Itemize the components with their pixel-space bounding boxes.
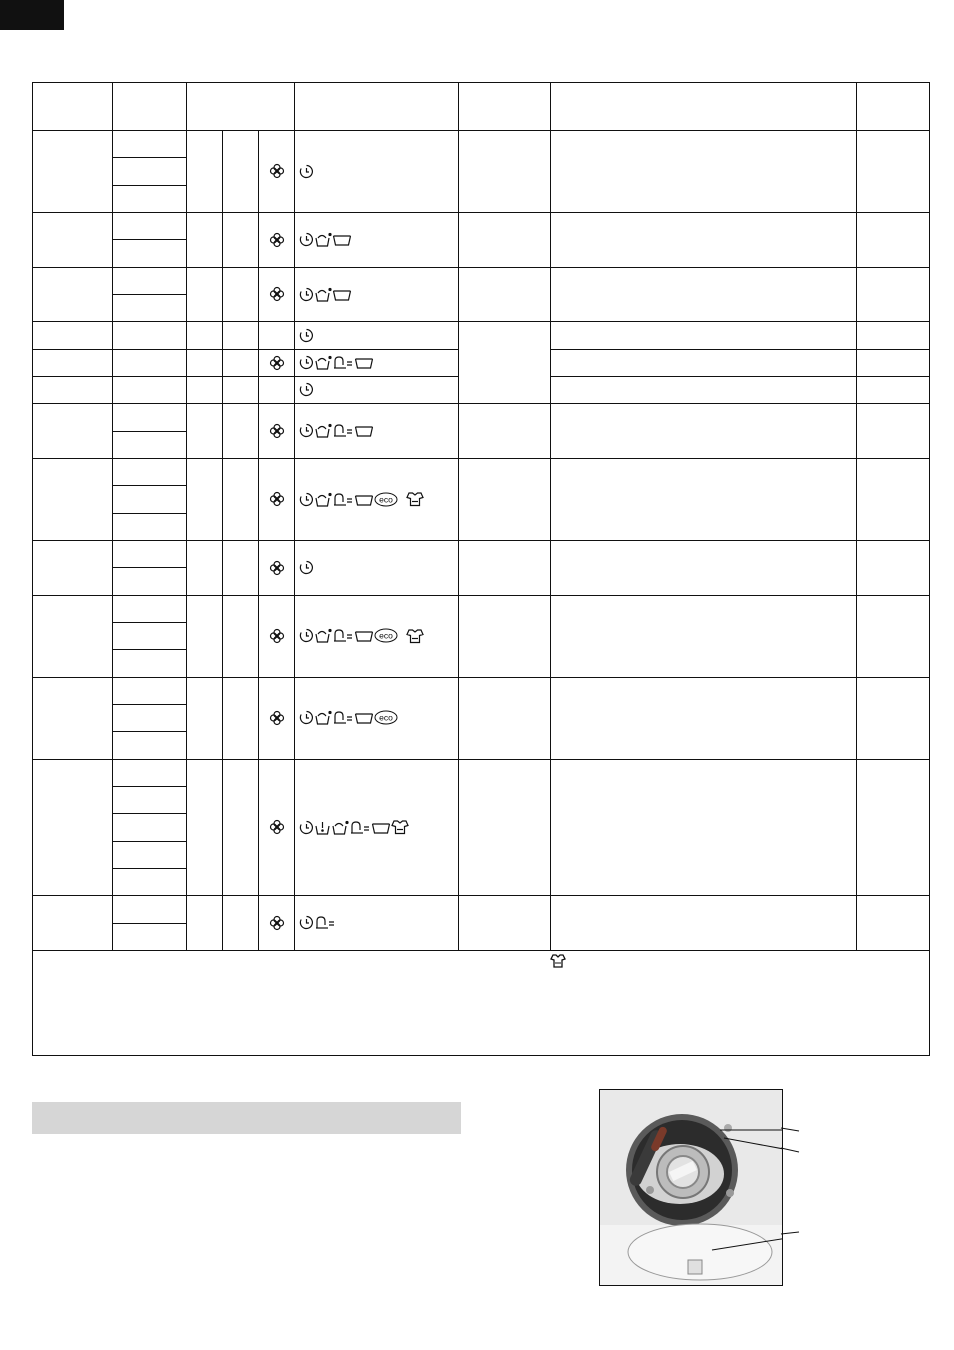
option-symbols-cell [295,322,459,349]
timer-icon [299,710,314,725]
softener-cell [259,349,295,376]
fan-icon [269,355,285,371]
detergent-prewash-cell [223,267,259,322]
tub-icon [332,232,352,247]
rinse-hold-icon [332,423,354,438]
timer-icon [299,915,314,930]
header-cell-description [551,83,857,131]
fan-icon [269,423,285,439]
table-row [33,404,930,431]
temperature-cell [113,923,187,950]
max-load-cell [459,212,551,267]
max-load-cell [459,896,551,951]
program-name-cell [33,267,113,322]
softener-cell [259,896,295,951]
table-row [33,759,930,786]
softener-cell [259,322,295,349]
temperature-cell [113,376,187,403]
temperature-cell [113,294,187,321]
description-cell [551,376,857,403]
duration-cell [857,131,930,213]
temperature-cell [113,404,187,431]
max-load-cell [459,677,551,759]
description-cell [551,131,857,213]
table-row [33,595,930,622]
detergent-prewash-cell [223,458,259,540]
table-row [33,267,930,294]
max-load-cell [459,458,551,540]
timer-icon [299,382,314,397]
description-cell [551,759,857,896]
detergent-prewash-cell [223,322,259,349]
max-load-cell [459,267,551,322]
detergent-prewash-cell [223,212,259,267]
detergent-prewash-cell [223,376,259,403]
temperature-cell [113,458,187,485]
detergent-main-cell [187,376,223,403]
temperature-cell [113,185,187,212]
program-name-cell [33,677,113,759]
eco-icon [374,492,398,507]
duration-cell [857,376,930,403]
detergent-main-cell [187,267,223,322]
option-symbols-cell [295,212,459,267]
detergent-main-cell [187,131,223,213]
detergent-prewash-cell [223,349,259,376]
temperature-cell [113,349,187,376]
detergent-main-cell [187,458,223,540]
detergent-main-cell [187,896,223,951]
fan-icon [269,491,285,507]
prewash-tub-icon [314,287,332,302]
description-cell [551,212,857,267]
description-cell [551,267,857,322]
option-symbols-cell [295,267,459,322]
table-row [33,458,930,485]
description-cell [551,595,857,677]
detergent-main-cell [187,404,223,459]
fan-icon [269,232,285,248]
detergent-main-cell [187,759,223,896]
timer-icon [299,232,314,247]
max-load-cell [459,322,551,404]
option-symbols-cell [295,131,459,213]
svg-text:eco: eco [379,712,393,723]
program-name-cell [33,404,113,459]
temperature-cell [113,677,187,704]
timer-icon [299,423,314,438]
eco-icon [374,710,398,725]
description-cell [551,349,857,376]
program-name-cell [33,212,113,267]
detergent-main-cell [187,595,223,677]
description-cell [551,404,857,459]
tub-icon [332,287,352,302]
softener-cell [259,376,295,403]
header-cell-load [459,83,551,131]
program-name-cell [33,376,113,403]
detergent-main-cell [187,677,223,759]
temperature-cell [113,704,187,731]
temperature-cell [113,896,187,923]
header-cell-temperature [113,83,187,131]
duration-cell [857,322,930,349]
softener-cell [259,267,295,322]
duration-cell [857,404,930,459]
shirt-icon [406,491,424,507]
temperature-cell [113,759,187,786]
program-name-cell [33,540,113,595]
softener-cell [259,131,295,213]
tub-icon [354,710,374,725]
temperature-cell [113,568,187,595]
tub-icon [354,628,374,643]
fan-icon [269,710,285,726]
table-footer-row [33,951,930,1056]
timer-icon [299,492,314,507]
option-symbols-cell [295,376,459,403]
header-cell-options [295,83,459,131]
description-cell [551,458,857,540]
table-row [33,322,930,349]
timer-icon [299,164,314,179]
table-row [33,896,930,923]
duration-cell [857,540,930,595]
softener-cell [259,404,295,459]
prewash-tub-icon [314,355,332,370]
option-symbols-cell [295,404,459,459]
description-cell [551,896,857,951]
temperature-cell [113,486,187,513]
header-cell-duration [857,83,930,131]
temperature-cell [113,267,187,294]
option-symbols-cell [295,677,459,759]
temperature-cell [113,240,187,267]
temperature-cell [113,595,187,622]
prewash-tub-icon [314,628,332,643]
detergent-main-cell [187,322,223,349]
table-body [33,131,930,951]
temperature-cell [113,540,187,567]
program-name-cell [33,759,113,896]
table-row [33,212,930,239]
rinse-hold-icon [314,915,336,930]
softener-cell [259,759,295,896]
section-heading-bar [32,1102,461,1134]
prewash-tub-icon [314,710,332,725]
prewash-tub-icon [314,232,332,247]
softener-cell [259,540,295,595]
footnote-shirt-icon [550,953,566,974]
duration-cell [857,267,930,322]
max-load-cell [459,404,551,459]
fan-icon [269,819,285,835]
shirt-icon [406,628,424,644]
timer-icon [299,287,314,302]
max-load-cell [459,759,551,896]
table-row [33,131,930,158]
prewash-tub-icon [314,423,332,438]
shirt-icon [391,819,409,835]
program-name-cell [33,322,113,349]
duration-cell [857,677,930,759]
duration-cell [857,212,930,267]
option-symbols-cell [295,349,459,376]
option-symbols-cell [295,896,459,951]
table-row [33,540,930,567]
fan-icon [269,163,285,179]
description-cell [551,322,857,349]
timer-icon [299,820,314,835]
rinse-hold-icon [332,492,354,507]
duration-cell [857,349,930,376]
table-row [33,677,930,704]
stain-tub-icon [314,820,331,835]
temperature-cell [113,814,187,841]
rinse-hold-icon [332,355,354,370]
page-corner-tab [0,0,64,30]
softener-cell [259,458,295,540]
tub-icon [354,423,374,438]
program-name-cell [33,595,113,677]
prewash-tub-icon [331,820,349,835]
program-name-cell [33,896,113,951]
detergent-prewash-cell [223,677,259,759]
prewash-tub-icon [314,492,332,507]
fan-icon [269,560,285,576]
tub-icon [354,355,374,370]
detergent-main-cell [187,540,223,595]
temperature-cell [113,131,187,158]
temperature-cell [113,431,187,458]
tub-icon [354,492,374,507]
temperature-cell [113,868,187,895]
rinse-hold-icon [332,628,354,643]
tub-icon [371,820,391,835]
duration-cell [857,759,930,896]
temperature-cell [113,841,187,868]
photo-callout-lines [700,1120,810,1260]
detergent-prewash-cell [223,896,259,951]
description-cell [551,677,857,759]
max-load-cell [459,131,551,213]
duration-cell [857,595,930,677]
temperature-cell [113,786,187,813]
detergent-prewash-cell [223,540,259,595]
fan-icon [269,286,285,302]
program-name-cell [33,131,113,213]
duration-cell [857,896,930,951]
duration-cell [857,458,930,540]
option-symbols-cell [295,458,459,540]
temperature-cell [113,158,187,185]
program-name-cell [33,458,113,540]
timer-icon [299,560,314,575]
svg-text:eco: eco [379,630,393,641]
temperature-cell [113,322,187,349]
header-cell-detergent [187,83,295,131]
timer-icon [299,328,314,343]
softener-cell [259,595,295,677]
temperature-cell [113,622,187,649]
temperature-cell [113,650,187,677]
detergent-prewash-cell [223,404,259,459]
table-footnote-cell [33,951,930,1056]
max-load-cell [459,540,551,595]
temperature-cell [113,513,187,540]
softener-cell [259,677,295,759]
temperature-cell [113,212,187,239]
program-name-cell [33,349,113,376]
detergent-prewash-cell [223,131,259,213]
svg-text:eco: eco [379,494,393,505]
detergent-prewash-cell [223,595,259,677]
program-table [32,82,930,1056]
option-symbols-cell [295,540,459,595]
timer-icon [299,355,314,370]
description-cell [551,540,857,595]
timer-icon [299,628,314,643]
rinse-hold-icon [349,820,371,835]
detergent-main-cell [187,212,223,267]
fan-icon [269,915,285,931]
option-symbols-cell [295,595,459,677]
detergent-prewash-cell [223,759,259,896]
option-symbols-cell [295,759,459,896]
detergent-main-cell [187,349,223,376]
table-header-row [33,83,930,131]
softener-cell [259,212,295,267]
rinse-hold-icon [332,710,354,725]
eco-icon [374,628,398,643]
header-cell-program [33,83,113,131]
temperature-cell [113,732,187,759]
max-load-cell [459,595,551,677]
fan-icon [269,628,285,644]
